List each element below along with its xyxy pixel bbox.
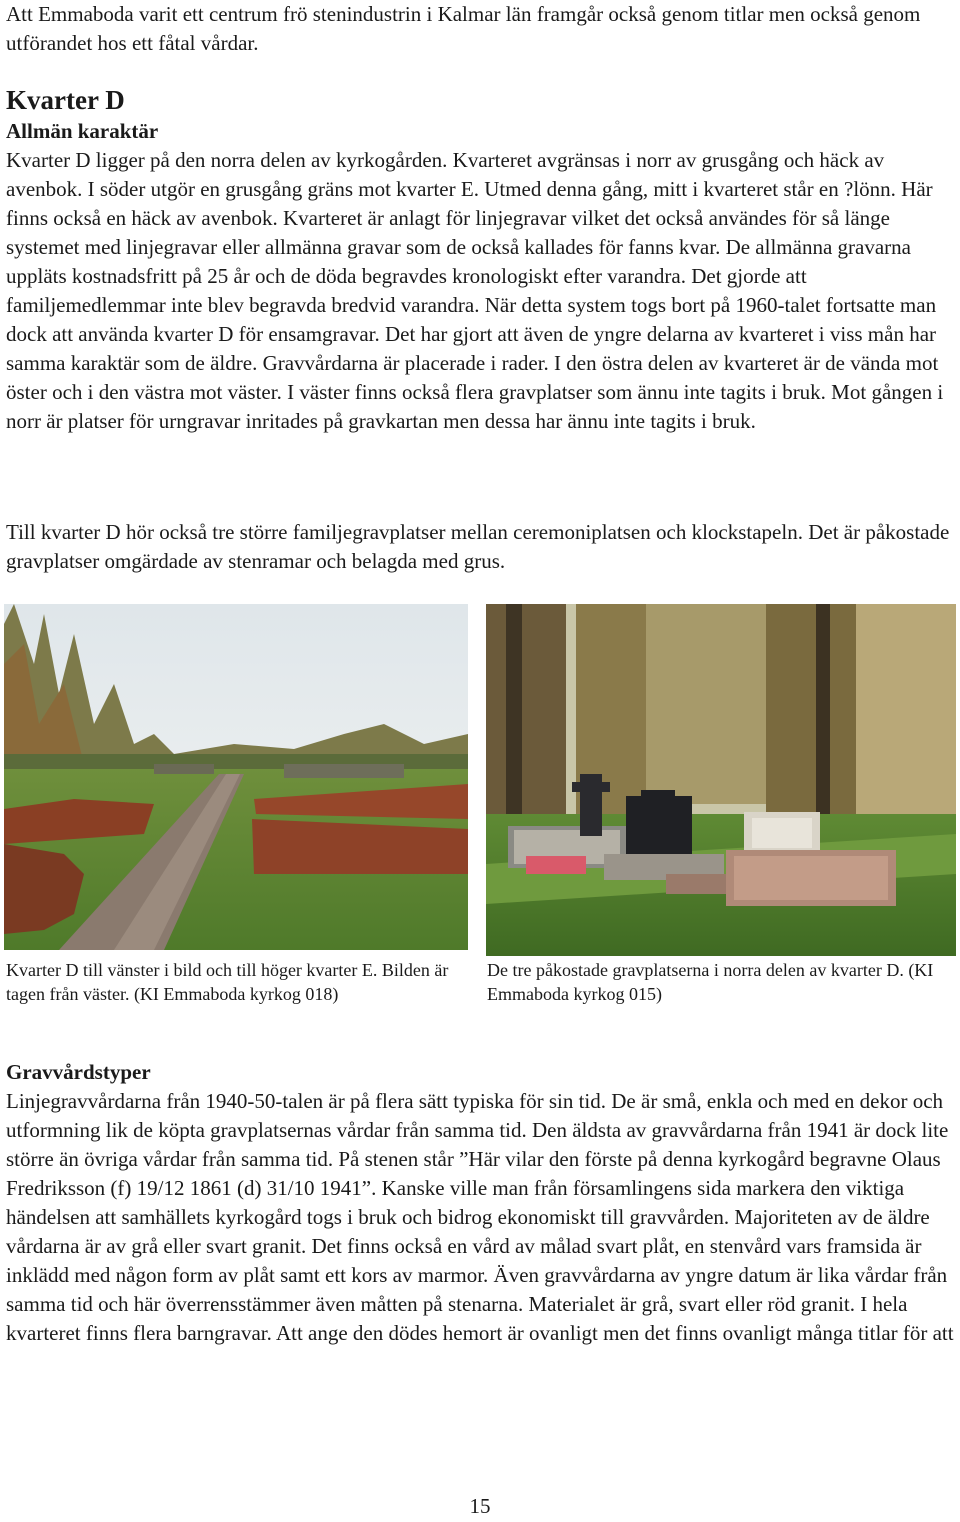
right-figure-caption: De tre påkostade gravplatserna i norra delen av kvarter D. (KI Emmaboda kyrkog 015)	[487, 960, 934, 1004]
page-number: 15	[469, 1494, 491, 1518]
section-title: Kvarter D	[6, 85, 125, 115]
body-paragraph-2: Till kvarter D hör också tre större familjegravplatser mellan ceremoniplatsen och klockstapeln. Det är påkostade gravplatser omgärdade av stenramar och belagda med grus.	[6, 520, 950, 573]
intro-paragraph: Att Emmaboda varit ett centrum frö stenindustrin i Kalmar län framgår också genom titlar men också genom utförandet hos ett fåtal vårdar.	[6, 2, 921, 55]
body-paragraph-1: Kvarter D ligger på den norra delen av kyrkogården. Kvarteret avgränsas i norr av grusgång och häck av avenbok. I söder utgör en grusgång gräns mot kvarter E. Utmed denna gång, mitt i kvarteret står en ?lönn. Här finns också en häck av avenbok. Kvarteret är anlagt för linjegravar vilket det också användes för så länge systemet med linjegravar eller allmänna gravar som de också kallades för fanns kvar. De allmänna gravarna uppläts kostnadsfritt på 25 år och de döda begravdes kronologiskt efter varandra. Det gjorde att familjemedlemmar inte blev begravda bredvid varandra. När detta system togs bort på 1960-talet fortsatte man dock att använda kvarter D för ensamgravar. Det har gjort att även de yngre delarna av kvarteret i viss mån har samma karaktär som de äldre. Gravvårdarna är placerade i rader. I den östra delen av kvarteret är de vända mot öster och i den västra mot väster. I väster finns också flera gravplatser som ännu inte tagits i bruk. Mot gången i norr är platser för urngravar inritades på gravkartan men dessa har ännu inte tagits i bruk.	[6, 148, 944, 433]
body-paragraph-3: Linjegravvårdarna från 1940-50-talen är på flera sätt typiska för sin tid. De är små, enkla och med en dekor och utformning lik de köpta gravplatsernas vårdar från samma tid. Den äldsta av gravvårdarna från 1941 är dock lite större än övriga vårdar från samma tid. På stenen står ”Här vilar den förste på denna kyrkogård begravne Olaus Fredriksson (f) 19/12 1861 (d) 31/10 1941”. Kanske ville man från församlingens sida markera den viktiga händelsen att samhällets kyrkogård togs i bruk och bidrog ekonomiskt till gravvården. Majoriteten av de äldre vårdarna är av grå eller svart granit. Det finns också en vård av målad svart plåt, en stenvård vars framsida är inklädd med någon form av plåt samt ett kors av marmor. Även gravvårdarna av yngre datum är lika vårdar från samma tid och här överrensstämmer även måtten på stenarna. Materialet är grå, svart eller röd granit. I hela kvarteret finns flera barngravar. Att ange den dödes hemort är ovanligt men det finns ovanligt många titlar för att	[6, 1089, 954, 1345]
photo-family-graves	[486, 604, 956, 956]
section-subtitle: Allmän karaktär	[6, 119, 159, 143]
section2-title: Gravvårdstyper	[6, 1060, 151, 1084]
left-figure-caption: Kvarter D till vänster i bild och till höger kvarter E. Bilden är tagen från väster. (KI Emmaboda kyrkog 018)	[6, 960, 449, 1004]
photo-path-hedges	[4, 604, 468, 950]
